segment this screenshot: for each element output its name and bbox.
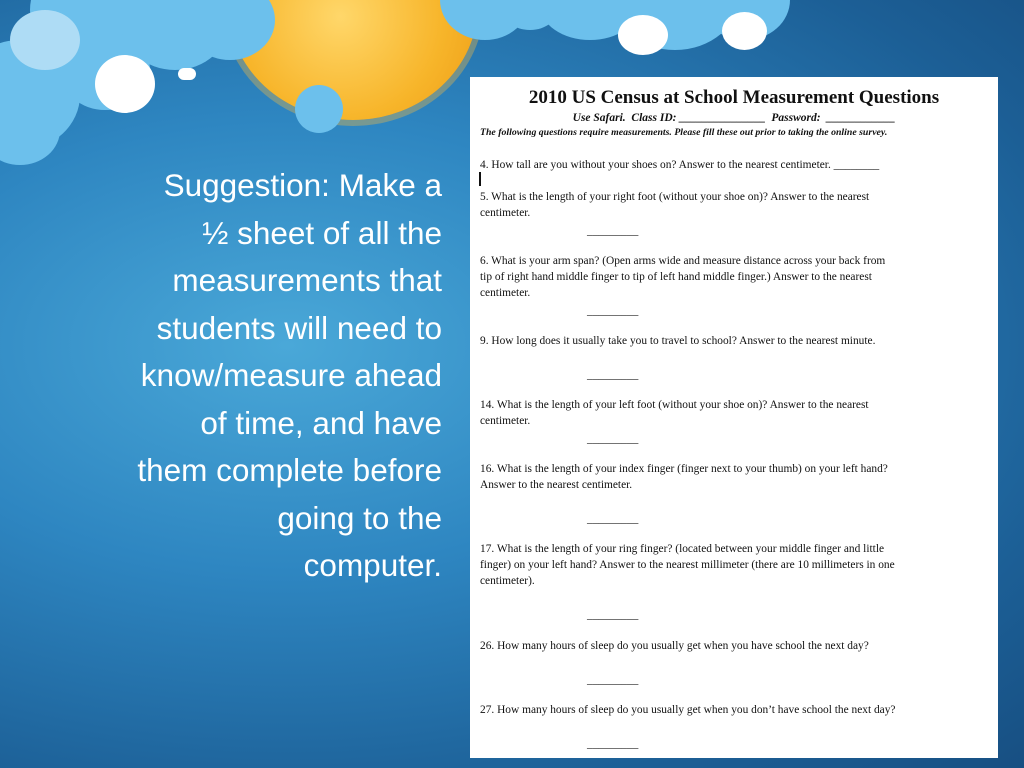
suggestion-text: Suggestion: Make a ½ sheet of all the measurements that students will need to know/measure ahead of time, and have them complete before going to the computer. (137, 167, 442, 583)
question-14: 14. What is the length of your left foot (without your shoe on)? Answer to the nearest centimeter. (480, 399, 869, 427)
answer-blank-16: _________ (587, 513, 639, 525)
answer-blank-26: _________ (587, 674, 639, 686)
question-26: 26. How many hours of sleep do you usually get when you have school the next day? (480, 640, 869, 652)
answer-blank-14: _________ (587, 433, 639, 445)
worksheet-login-fields: Use Safari. Class ID: _______________ Password: ____________ (572, 112, 896, 124)
question-9: 9. How long does it usually take you to travel to school? Answer to the nearest minute. (480, 335, 876, 347)
answer-blank-6: _________ (587, 305, 639, 317)
answer-blank-5: _________ (587, 225, 639, 237)
question-4: 4. How tall are you without your shoes on? Answer to the nearest centimeter. ________ (480, 159, 880, 171)
text-cursor (479, 172, 481, 186)
question-17: 17. What is the length of your ring finger? (located between your middle finger and little finger) on your left hand? Answer to the nearest millimeter (there are 10 millimeters in one centimeter). (480, 543, 895, 587)
worksheet-instructions: The following questions require measurements. Please fill these out prior to taking the online survey. (480, 127, 888, 138)
question-27: 27. How many hours of sleep do you usually get when you don’t have school the next day? (480, 704, 896, 716)
answer-blank-17: _________ (587, 609, 639, 621)
worksheet-title: 2010 US Census at School Measurement Questions (528, 87, 940, 108)
answer-blank-9: _________ (587, 369, 639, 381)
question-16: 16. What is the length of your index finger (finger next to your thumb) on your left hand? Answer to the nearest centimeter. (480, 463, 888, 491)
question-6: 6. What is your arm span? (Open arms wide and measure distance across your back from tip of right hand middle finger to tip of left hand middle finger.) Answer to the nearest centimeter. (480, 255, 886, 299)
answer-blank-27: _________ (587, 738, 639, 750)
worksheet-document (470, 77, 998, 758)
question-5: 5. What is the length of your right foot (without your shoe on)? Answer to the nearest centimeter. (480, 191, 870, 219)
